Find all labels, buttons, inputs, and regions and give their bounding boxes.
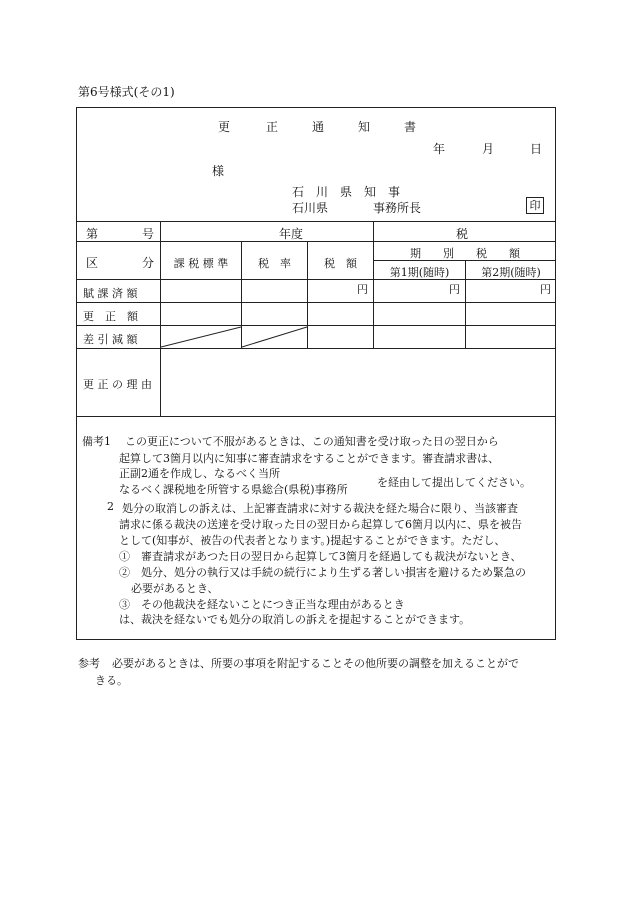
issuer-governor: 石 川 県 知 事 <box>292 185 401 199</box>
note1-line3c: を経由して提出してください。 <box>377 476 531 489</box>
note2-label: 2 <box>107 500 114 513</box>
col-tax-rate: 税 率 <box>258 257 291 270</box>
form-label: 第6号様式(その1) <box>78 85 175 99</box>
reference-line1: 必要があるときは、所要の事項を附記することその他所要の調整を加えることがで <box>112 657 519 670</box>
table-rule-5 <box>76 348 556 349</box>
reference-line2: きる。 <box>95 674 128 687</box>
title-char-4: 知 <box>358 120 371 134</box>
title-char-5: 書 <box>404 120 417 134</box>
table-top-rule <box>76 221 556 222</box>
table-bottom-rule <box>76 416 556 417</box>
col-tax-base: 課 税 標 準 <box>173 257 229 270</box>
condition-item-1: ① 審査請求があつた日の翌日から起算して3箇月を経過しても裁決がないとき、 <box>119 550 522 563</box>
yen-unit: 円 <box>357 283 368 296</box>
note1-label: 備考1 <box>82 435 111 448</box>
col-period-2: 第2期(随時) <box>481 266 541 279</box>
note2-line3: として(知事が、被告の代表者となります。)提起することができます。ただし、 <box>119 534 506 547</box>
col-tax-amount: 税 額 <box>324 257 357 270</box>
condition-item-2-cont: 必要があるとき、 <box>131 582 219 595</box>
note2-line2: 請求に係る裁決の送達を受け取った日の翌日から起算して6箇月以内に、県を被告 <box>119 518 522 531</box>
issuer-office-head: 事務所長 <box>373 201 422 215</box>
number-prefix: 第 <box>86 227 99 241</box>
addressee-suffix: 様 <box>212 164 225 178</box>
date-day: 日 <box>530 142 543 156</box>
note1-line3a: 正副2通を作成し、なるべく当所 <box>119 467 280 480</box>
yen-unit: 円 <box>449 283 460 296</box>
col-period-1: 第1期(随時) <box>389 266 450 279</box>
title-char-1: 更 <box>218 120 231 134</box>
classification-a: 区 <box>86 256 99 270</box>
condition-item-2: ② 処分、処分の執行又は手続の続行により生ずる著しい損害を避けるため緊急の <box>119 566 526 579</box>
fiscal-year-label: 年度 <box>279 227 304 241</box>
diagonal-strike <box>242 326 307 348</box>
issuer-prefecture: 石川県 <box>292 201 329 215</box>
note1-line2: 起算して3箇月以内に知事に審査請求をすることができます。審査請求書は、 <box>119 452 500 465</box>
row-reason-label: 更 正 の 理 由 <box>83 378 152 391</box>
note1-line1: この更正について不服があるときは、この通知書を受け取った日の翌日から <box>125 435 499 448</box>
note1-line3b: なるべく課税地を所管する県総合(県税)事務所 <box>119 483 348 496</box>
row-corrected-label: 更 正 額 <box>83 310 138 323</box>
title-char-3: 通 <box>312 120 325 134</box>
title-char-2: 正 <box>266 120 279 134</box>
diagonal-strike <box>161 326 241 348</box>
tax-label: 税 <box>456 227 469 241</box>
table-col-rule-1 <box>160 221 161 416</box>
row-difference-label: 差 引 減 額 <box>83 333 138 346</box>
seal-stamp: 印 <box>526 197 544 214</box>
note2-line1: 処分の取消しの訴えは、上記審査請求に対する裁決を経た場合に限り、当該審査 <box>122 502 518 515</box>
note2-ending: は、裁決を経ないでも処分の取消しの訴えを提起することができます。 <box>119 613 471 626</box>
row-assessed-label: 賦 課 済 額 <box>83 287 138 300</box>
condition-item-3: ③ その他裁決を経ないことにつき正当な理由があるとき <box>119 598 405 611</box>
date-year: 年 <box>433 142 446 156</box>
classification-b: 分 <box>142 256 155 270</box>
number-suffix: 号 <box>142 227 155 241</box>
table-rule-4 <box>76 325 556 326</box>
table-col-rule-4 <box>373 221 374 348</box>
date-month: 月 <box>482 142 495 156</box>
table-rule-3 <box>76 302 556 303</box>
reference-label: 参考 <box>78 657 100 670</box>
yen-unit: 円 <box>540 283 551 296</box>
col-period-header: 期 別 税 額 <box>410 247 520 260</box>
